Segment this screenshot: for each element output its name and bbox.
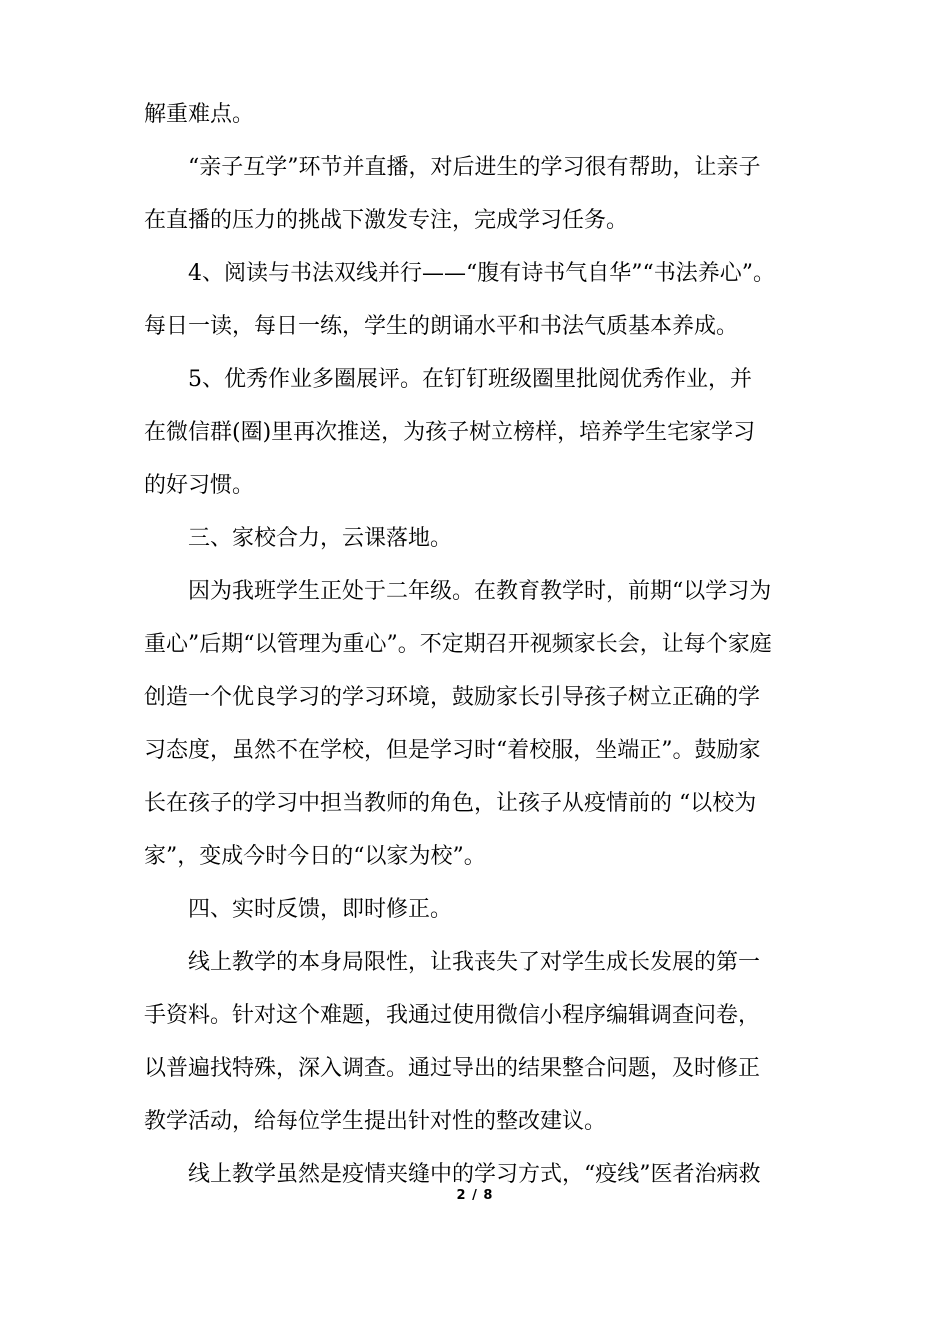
text-line: 每日一读，每日一练，学生的朗诵水平和书法气质基本养成。 <box>144 314 739 339</box>
text-line: 在微信群(圈)里再次推送，为孩子树立榜样，培养学生宅家学习 <box>144 420 756 445</box>
text-line: 线上教学虽然是疫情夹缝中的学习方式，“疫线”医者治病救 <box>188 1162 761 1187</box>
text-line: 创造一个优良学习的学习环境，鼓励家长引导孩子树立正确的学 <box>144 685 761 710</box>
text-line: 以普遍找特殊，深入调查。通过导出的结果整合问题，及时修正 <box>144 1056 761 1081</box>
text-line: 长在孩子的学习中担当教师的角色，让孩子从疫情前的 “以校为 <box>144 791 757 816</box>
page-number: 2 / 8 <box>456 1188 494 1203</box>
text-line: “亲子互学”环节并直播，对后进生的学习很有帮助，让亲子 <box>188 155 761 180</box>
document-body <box>144 88 816 1201</box>
text-line: 在直播的压力的挑战下激发专注，完成学习任务。 <box>144 208 629 233</box>
text-line: 习态度，虽然不在学校，但是学习时“着校服，坐端正”。鼓励家 <box>144 738 761 763</box>
text-line: 因为我班学生正处于二年级。在教育教学时，前期“以学习为 <box>188 579 772 604</box>
section-heading: 三、家校合力，云课落地。 <box>188 526 453 551</box>
text-line: 解重难点。 <box>144 102 255 127</box>
text-line: 家”，变成今时今日的“以家为校”。 <box>144 844 486 869</box>
text-line: 的好习惯。 <box>144 473 255 498</box>
text-line: 5、优秀作业多圈展评。在钉钉班级圈里批阅优秀作业，并 <box>188 367 752 392</box>
text-line: 重心”后期“以管理为重心”。不定期召开视频家长会，让每个家庭 <box>144 632 772 657</box>
text-line: 手资料。针对这个难题，我通过使用微信小程序编辑调查问卷， <box>144 1003 761 1028</box>
text-line: 教学活动，给每位学生提出针对性的整改建议。 <box>144 1109 607 1134</box>
section-heading: 四、实时反馈，即时修正。 <box>188 897 453 922</box>
text-line: 4、阅读与书法双线并行——“腹有诗书气自华”“书法养心”。 <box>188 261 775 286</box>
text-line: 线上教学的本身局限性，让我丧失了对学生成长发展的第一 <box>188 950 761 975</box>
